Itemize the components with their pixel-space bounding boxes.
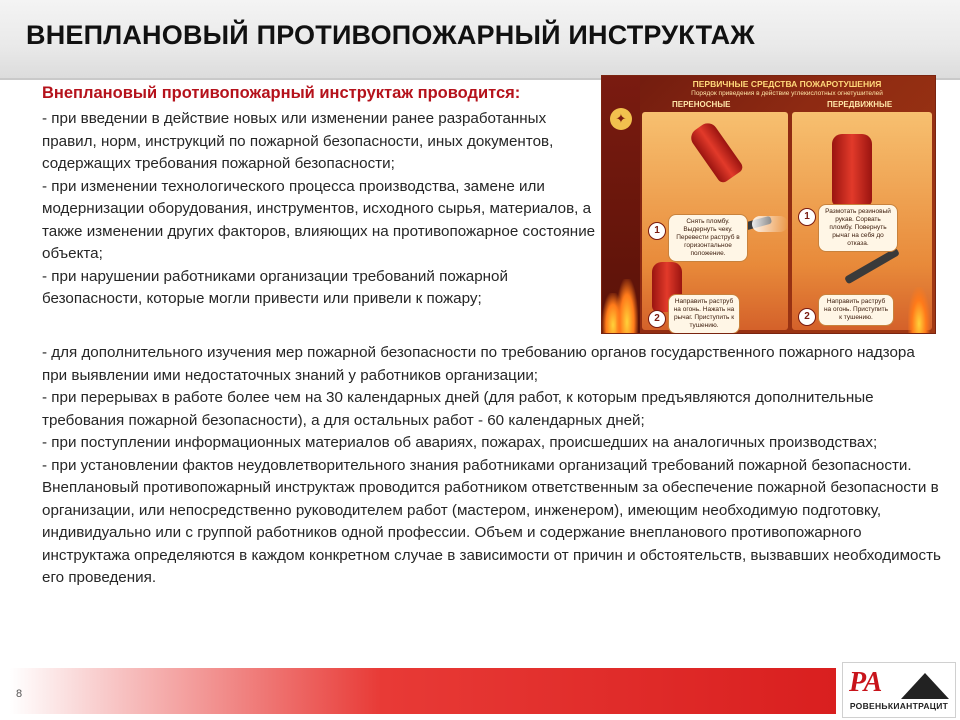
poster-heading-text: ПЕРВИЧНЫЕ СРЕДСТВА ПОЖАРОТУШЕНИЯ <box>692 79 882 89</box>
mountain-icon <box>901 673 949 699</box>
poster-subheading-text: Порядок приведения в действие углекислотных огнетушителей <box>691 90 883 97</box>
condition-item: - при изменении технологического процесса производства, замене или модернизации оборудования, инструментов, исходного сырья, материалов, а также изменении других факторов, влияющих на противопожарное состояние объекта; <box>42 177 596 262</box>
conditions-list-top <box>42 108 597 311</box>
company-logo <box>842 662 956 718</box>
step-caption: Направить раструб на огонь. Нажать на рычаг. Приступить к тушению. <box>668 294 740 334</box>
poster-panel-portable <box>642 112 788 330</box>
title-bar <box>0 0 960 80</box>
condition-item: - при введении в действие новых или изменении ранее разработанных правил, норм, инструкций по пожарной безопасности, иных документов, содержащих требования пожарной безопасности; <box>42 110 554 172</box>
step-one-badge: 1 <box>648 222 666 240</box>
step-caption: Снять пломбу. Выдернуть чеку. Перевести раструб в горизонтальное положение. <box>668 214 748 262</box>
intro-heading: Внеплановый противопожарный инструктаж проводится: <box>42 84 521 102</box>
condition-item: - для дополнительного изучения мер пожарной безопасности по требованию органов государственного пожарного надзора при выявлении ими недостаточных знаний у работников организации; <box>42 344 915 384</box>
poster-col-right: ПЕРЕДВИЖНЫЕ <box>827 100 893 109</box>
extinguisher-icon <box>832 134 872 206</box>
step-caption: Размотать резиновый рукав. Сорвать пломбу. Повернуть рычаг на себя до отказа. <box>818 204 898 252</box>
slide-number: 8 <box>16 688 23 700</box>
step-caption: Направить раструб на огонь. Приступить к тушению. <box>818 294 894 326</box>
flame-icon <box>908 287 930 333</box>
conditions-list-bottom <box>42 342 942 590</box>
logo-mark: РА <box>849 667 883 698</box>
step-two-badge: 2 <box>648 310 666 328</box>
condition-item: - при перерывах в работе более чем на 30 календарных дней (для работ, к которым предъявляются дополнительные требования пожарной безопасности), а для остальных работ - 60 календарных дней; <box>42 389 874 429</box>
spray-icon <box>752 216 788 232</box>
extinguisher-icon <box>687 119 744 184</box>
poster-heading <box>642 79 932 99</box>
slide-title: ВНЕПЛАНОВЫЙ ПРОТИВОПОЖАРНЫЙ ИНСТРУКТАЖ <box>26 20 755 50</box>
nozzle-icon <box>844 248 900 285</box>
responsibility-paragraph: Внеплановый противопожарный инструктаж проводится работником ответственным за обеспечение пожарной безопасности в организации, или непосредственно руководителем работ (мастером, инженером), имеющим необходимую подготовку, индивидуально или с группой работников одной профессии. Объем и содержание внепланового противопожарного инструктажа определяются в каждом конкретном случае в зависимости от причин и обстоятельств, вызвавших необходимость его проведения. <box>42 479 941 586</box>
flame-icon <box>616 279 638 333</box>
condition-item: - при установлении фактов неудовлетворительного знания работниками организаций требований пожарной безопасности. <box>42 456 912 474</box>
step-two-badge: 2 <box>798 308 816 326</box>
poster-col-left: ПЕРЕНОСНЫЕ <box>672 100 731 109</box>
footer-bar <box>10 668 836 714</box>
poster-logo-icon: ✦ <box>610 108 632 130</box>
logo-name: РОВЕНЬКИАНТРАЦИТ <box>849 701 949 711</box>
step-one-badge: 1 <box>798 208 816 226</box>
condition-item: - при поступлении информационных материалов об авариях, пожарах, происшедших на аналогичных производствах; <box>42 434 878 451</box>
fire-extinguisher-poster <box>601 75 936 334</box>
condition-item: - при нарушении работниками организации требований пожарной безопасности, которые могли привести или привели к пожару; <box>42 267 508 307</box>
